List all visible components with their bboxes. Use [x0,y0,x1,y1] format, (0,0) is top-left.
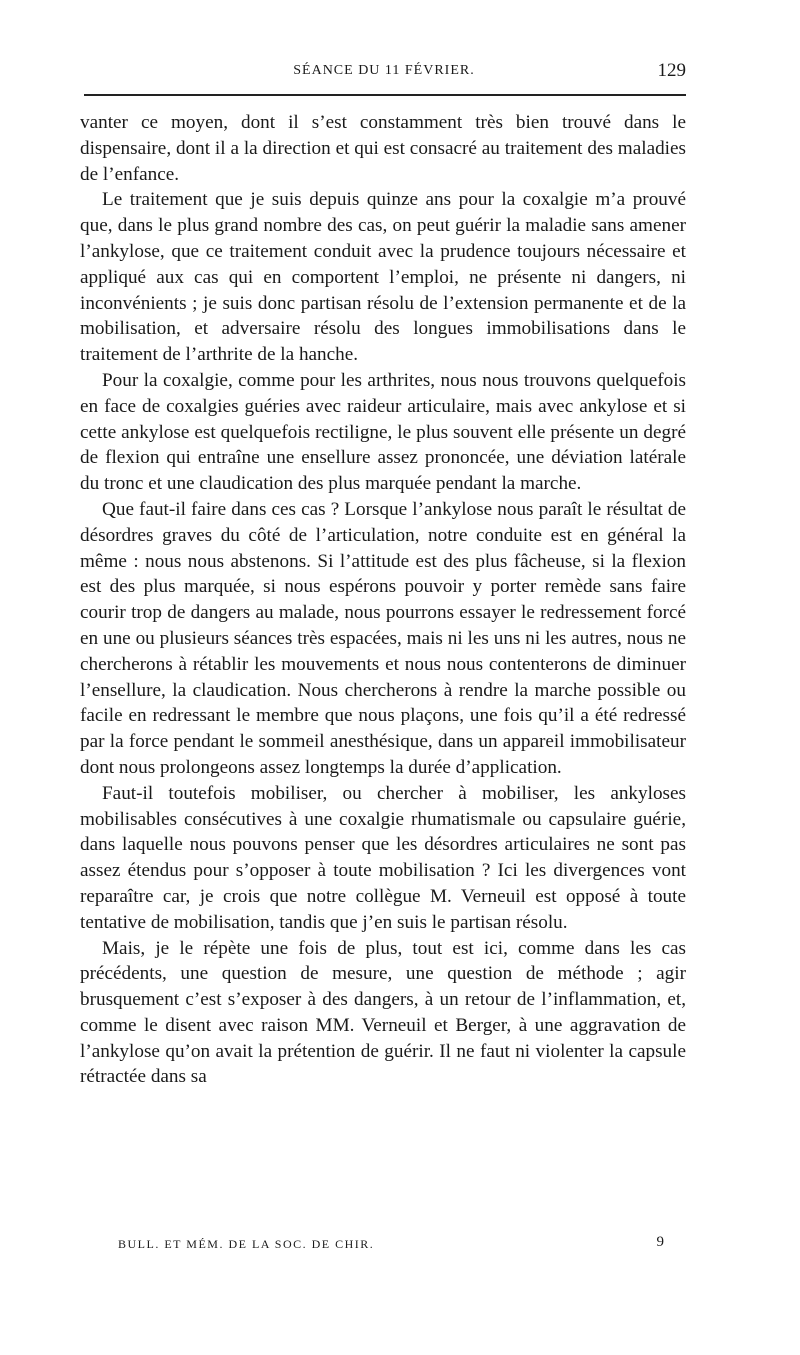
paragraph: Faut-il toutefois mobiliser, ou chercher à mobiliser, les ankyloses mobilisables consécutives à une coxalgie rhumatismale ou capsulaire guérie, dans laquelle nous pouvons penser que les désordres articulaires ne sont pas assez étendus pour s’opposer à toute mobilisation ? Ici les divergences vont reparaître car, je crois que notre collègue M. Verneuil est opposé à toute tentative de mobilisation, tandis que j’en suis le partisan résolu. [80,782,686,933]
paragraph: Pour la coxalgie, comme pour les arthrites, nous nous trouvons quelquefois en face de coxalgies guéries avec raideur articulaire, mais avec ankylose et si cette ankylose est quelquefois rectiligne, le plus souvent elle présente un degré de flexion qui entraîne une ensellure assez prononcée, une déviation latérale du tronc et une claudication des plus marquée pendant la marche. [80,369,686,495]
running-head: SÉANCE DU 11 FÉVRIER. [293,63,475,78]
page-number: 129 [657,60,686,81]
header-rule [84,94,686,96]
signature-line: BULL. ET MÉM. DE LA SOC. DE CHIR. [118,1237,375,1251]
paragraph: Mais, je le répète une fois de plus, tout est ici, comme dans les cas précédents, une question de mesure, une question de méthode ; agir brusquement c’est s’exposer à des dangers, à un retour de l’inflammation, et, comme le disent avec raison MM. Verneuil et Berger, à une aggravation de l’ankylose qu’on avait la prétention de guérir. Il ne faut ni violenter la capsule rétractée dans sa [80,937,686,1088]
page-header [82,60,686,86]
body-text [80,110,686,1090]
page-footer [118,1234,664,1256]
paragraph: Le traitement que je suis depuis quinze ans pour la coxalgie m’a prouvé que, dans le plus grand nombre des cas, on peut guérir la maladie sans amener l’ankylose, que ce traitement conduit avec la prudence toujours nécessaire et appliqué aux cas qui en comportent l’emploi, ne présente ni dangers, ni inconvénients ; je suis donc partisan résolu de l’extension permanente et de la mobilisation, et adversaire résolu des longues immobilisations dans le traitement de l’arthrite de la hanche. [80,189,686,366]
paragraph: Que faut-il faire dans ces cas ? Lorsque l’ankylose nous paraît le résultat de désordres graves du côté de l’articulation, notre conduite est en général la même : nous nous abstenons. Si l’attitude est des plus fâcheuse, si la flexion est des plus marquée, si nous espérons pouvoir y porter remède sans faire courir trop de dangers au malade, nous pourrons essayer le redressement forcé en une ou plusieurs séances très espacées, mais ni les uns ni les autres, nous ne chercherons à rétablir les mouvements et nous nous contenterons de diminuer l’ensellure, la claudication. Nous chercherons à rendre la marche possible ou facile en redressant le membre que nous plaçons, une fois qu’il a été redressé par la force pendant le sommeil anesthésique, dans un appareil immobilisateur dont nous prolongeons assez longtemps la durée d’application. [80,498,686,778]
signature-mark: 9 [656,1234,664,1250]
paragraph-continued: vanter ce moyen, dont il s’est constamment très bien trouvé dans le dispensaire, dont il a la direction et qui est consacré au traitement des maladies de l’enfance. [80,112,686,185]
